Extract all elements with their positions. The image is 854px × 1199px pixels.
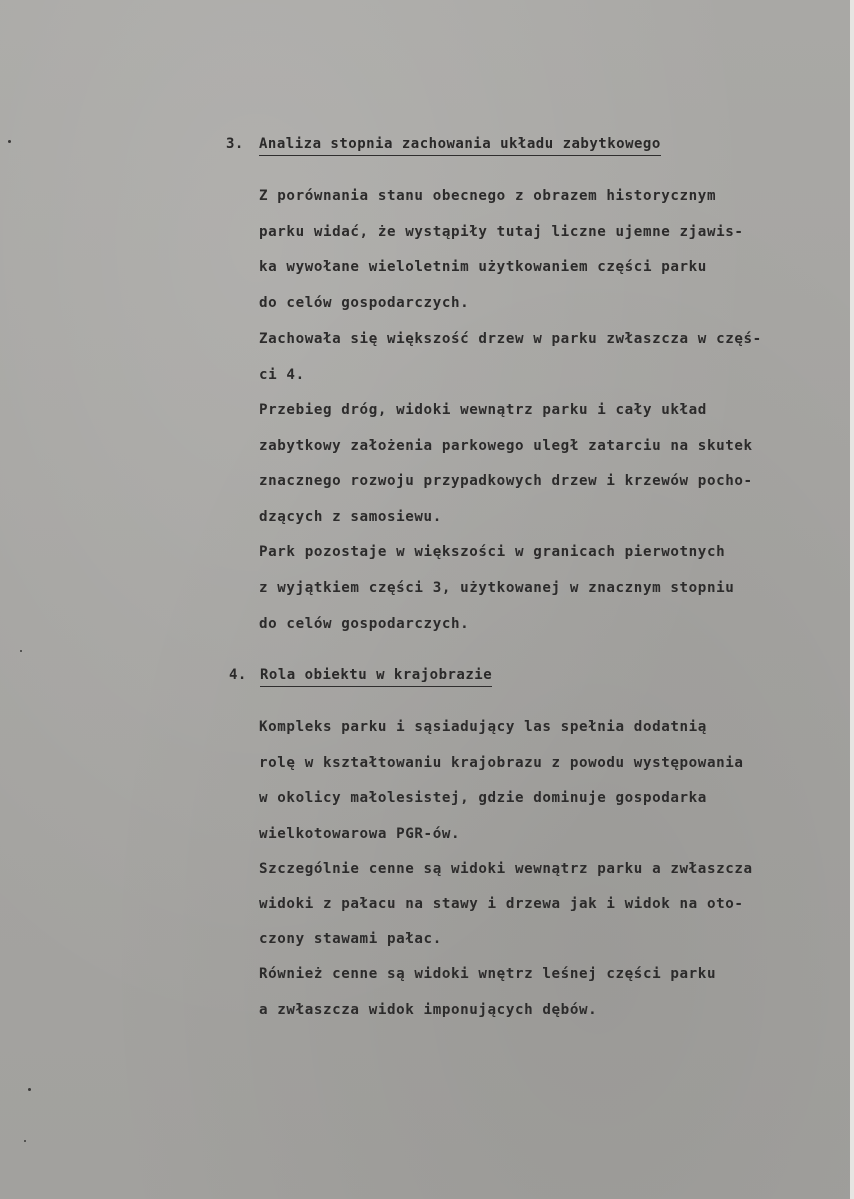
section-3-line: ci 4. <box>259 367 305 383</box>
section-3-line: do celów gospodarczych. <box>259 616 470 632</box>
section-4-line: Szczególnie cenne są widoki wewnątrz parku a zwłaszcza <box>259 861 753 877</box>
section-3-line: Zachowała się większość drzew w parku zwłaszcza w częś- <box>259 331 762 347</box>
paper-speck <box>8 140 11 143</box>
section-3-line: ka wywołane wieloletnim użytkowaniem części parku <box>259 259 707 275</box>
section-4-number: 4. <box>229 667 247 683</box>
paper-edge <box>850 0 854 1199</box>
section-4-line: widoki z pałacu na stawy i drzewa jak i widok na oto- <box>259 896 744 912</box>
section-3-line: Przebieg dróg, widoki wewnątrz parku i cały układ <box>259 402 707 418</box>
section-3-line: parku widać, że wystąpiły tutaj liczne ujemne zjawis- <box>259 224 744 240</box>
section-3-line: Park pozostaje w większości w granicach pierwotnych <box>259 544 726 560</box>
section-4-line: wielkotowarowa PGR-ów. <box>259 826 461 842</box>
paper-speck <box>24 1140 26 1142</box>
section-3-line: zabytkowy założenia parkowego uległ zatarciu na skutek <box>259 438 753 454</box>
section-4-line: Również cenne są widoki wnętrz leśnej części parku <box>259 966 717 982</box>
section-4-line: Kompleks parku i sąsiadujący las spełnia dodatnią <box>259 719 707 735</box>
section-3-line: z wyjątkiem części 3, użytkowanej w znacznym stopniu <box>259 580 735 596</box>
section-4-line: w okolicy małolesistej, gdzie dominuje gospodarka <box>259 790 707 806</box>
section-4-title: Rola obiektu w krajobrazie <box>260 667 492 687</box>
section-3-line: do celów gospodarczych. <box>259 295 470 311</box>
section-4-line: a zwłaszcza widok imponujących dębów. <box>259 1002 598 1018</box>
paper-speck <box>28 1088 31 1091</box>
section-3-title: Analiza stopnia zachowania układu zabytkowego <box>259 136 661 156</box>
paper-speck <box>20 650 22 652</box>
section-4-line: czony stawami pałac. <box>259 931 442 947</box>
section-3-line: znacznego rozwoju przypadkowych drzew i krzewów pocho- <box>259 473 753 489</box>
section-3-number: 3. <box>226 136 244 152</box>
section-4-line: rolę w kształtowaniu krajobrazu z powodu występowania <box>259 755 744 771</box>
section-3-line: dzących z samosiewu. <box>259 509 442 525</box>
section-3-line: Z porównania stanu obecnego z obrazem historycznym <box>259 188 717 204</box>
